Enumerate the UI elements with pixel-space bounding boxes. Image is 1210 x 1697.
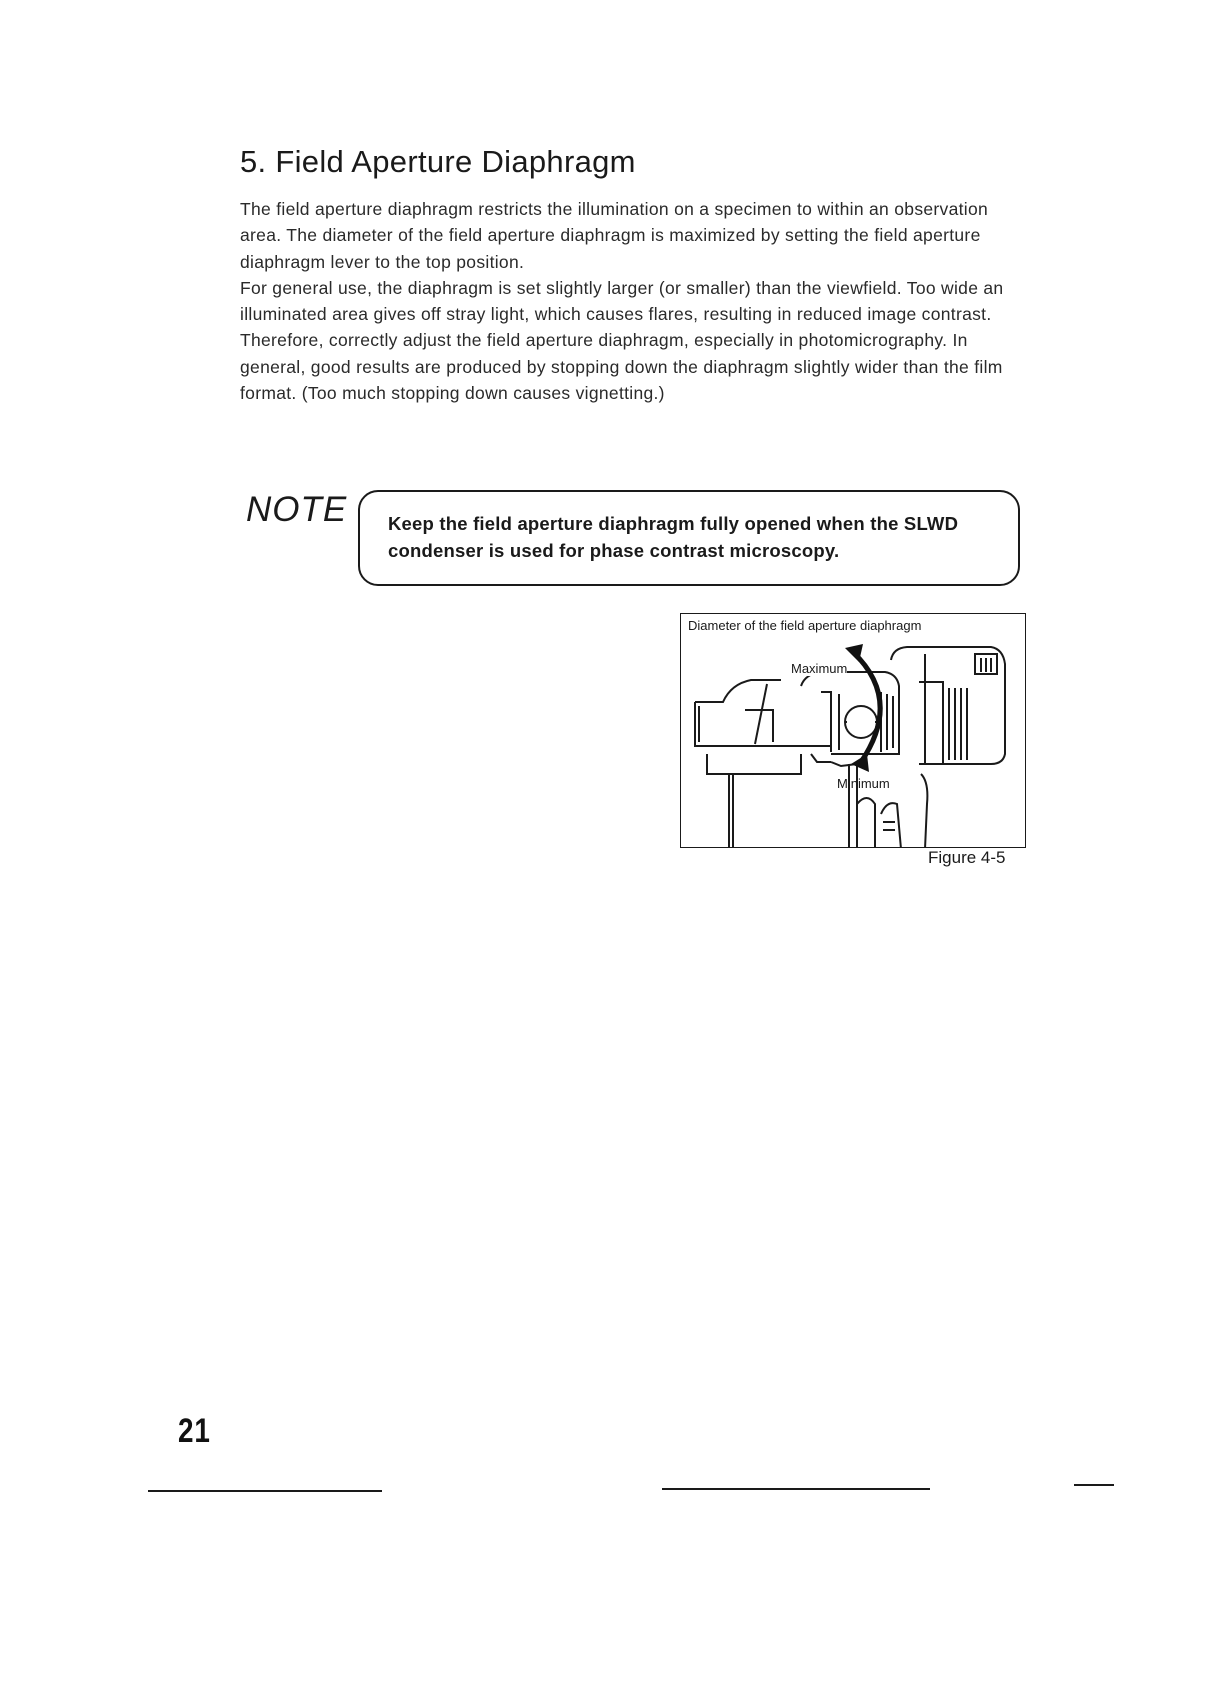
microscope-illustration — [681, 614, 1026, 848]
footer-rule-left — [148, 1490, 382, 1492]
figure-caption: Figure 4-5 — [928, 848, 1006, 867]
note-text: Keep the field aperture diaphragm fully opened when the SLWD condenser is used for phase contrast microscopy. — [388, 513, 959, 561]
page-number: 21 — [178, 1412, 211, 1450]
paragraph-1: The field aperture diaphragm restricts the illumination on a specimen to within an observation area. The diameter of the field aperture diaphragm is maximized by setting the field aperture diaphragm lever to the top position. — [240, 199, 989, 272]
figure-label-minimum: Minimum — [837, 776, 890, 791]
figure-label-maximum: Maximum — [791, 661, 848, 676]
footer-rule-middle — [662, 1488, 930, 1490]
paragraph-2: For general use, the diaphragm is set slightly larger (or smaller) than the viewfield. Too wide an illuminated area gives off stray light, which causes flares, resulting in reduced image contrast. — [240, 277, 1004, 325]
figure-4-5 — [680, 613, 1026, 848]
paragraph-3: Therefore, correctly adjust the field aperture diaphragm, especially in photomicrography. In general, good results are produced by stopping down the diaphragm slightly wider than the film format. (Too much stopping down causes vignetting.) — [240, 330, 1003, 404]
note-label: NOTE — [246, 490, 348, 529]
section-heading: 5. Field Aperture Diaphragm — [240, 144, 636, 179]
footer-rule-right — [1074, 1484, 1114, 1486]
figure-label-diameter: Diameter of the field aperture diaphragm — [688, 618, 922, 633]
note-box — [358, 490, 1020, 586]
section-body — [240, 196, 1010, 406]
